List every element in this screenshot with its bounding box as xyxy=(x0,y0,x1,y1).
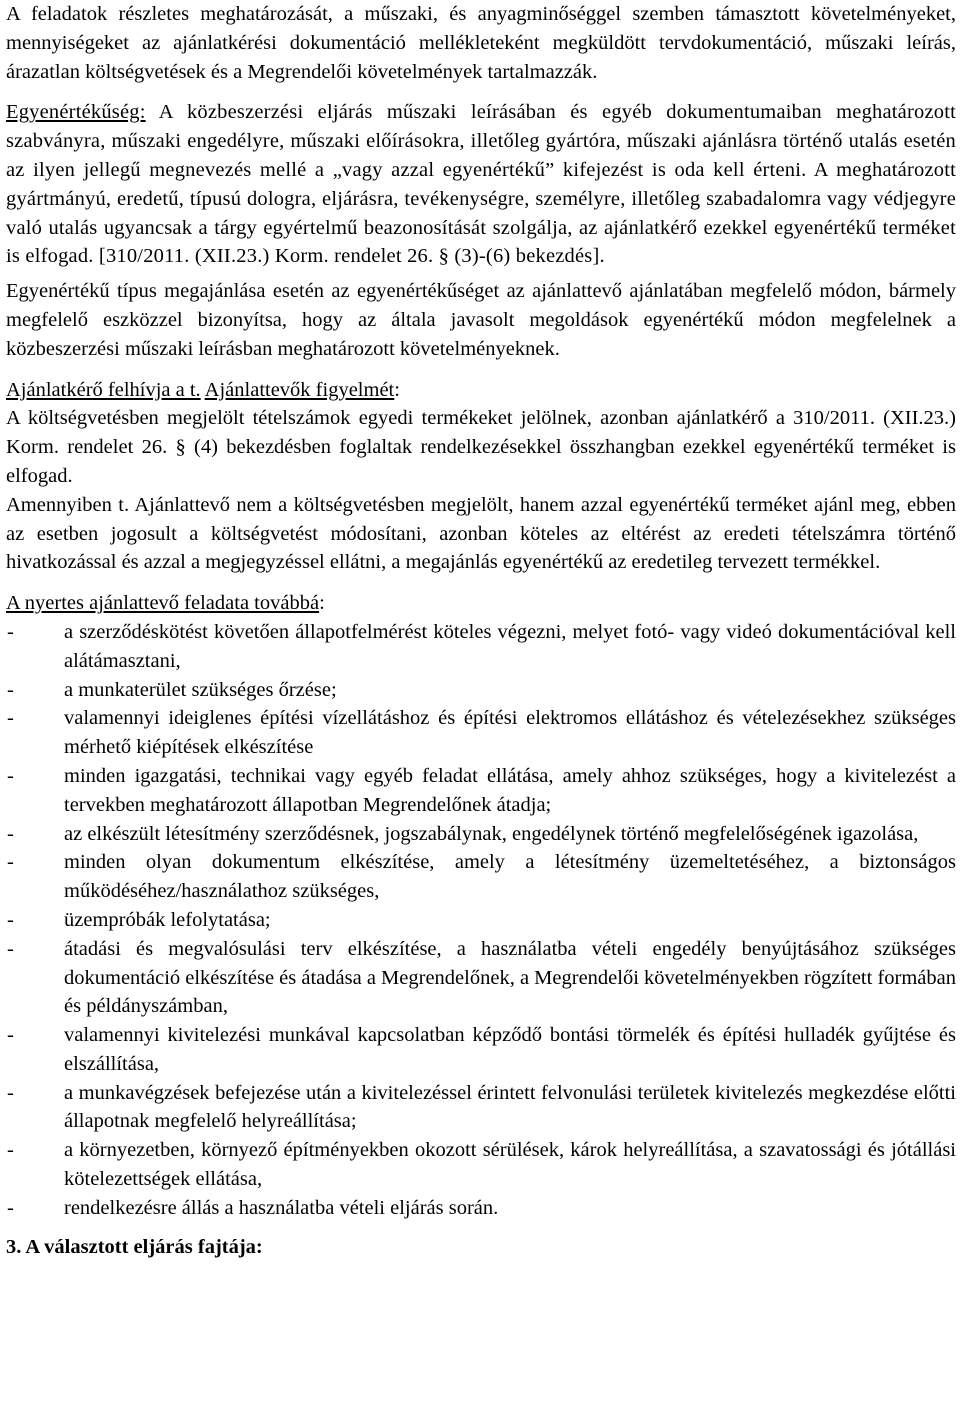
equivalent-type-paragraph: Egyenértékű típus megajánlása esetén az egyenértékűséget az ajánlattevő ajánlatában megfelelő módon, bármely megfelelő eszközzel bizonyítsa, hogy az általa javasolt megoldások egyenértékű módon megfelelnek a közbeszerzési műszaki leírásban meghatározott követelményeknek. xyxy=(6,280,956,360)
list-item-text: a környezetben, környező építményekben okozott sérülések, károk helyreállítása, a szavatossági és jótállási kötelezettségek ellátása, xyxy=(64,1139,956,1191)
list-item xyxy=(6,676,956,705)
attention-heading-part1: Ajánlatkérő felhívja a t. xyxy=(6,378,201,401)
list-item-text: a munkaterület szükséges őrzése; xyxy=(64,678,337,701)
list-item-text: a munkavégzések befejezése után a kivitelezéssel érintett felvonulási területek kivitelezés megkezdése előtti állapotnak megfelelő helyreállítása; xyxy=(64,1081,956,1133)
attention-heading xyxy=(6,376,956,405)
list-dash: - xyxy=(7,1139,14,1162)
list-item-text: a szerződéskötést követően állapotfelmérést köteles végezni, melyet fotó- vagy videó dokumentációval kell alátámasztani, xyxy=(64,620,956,672)
list-dash: - xyxy=(7,1024,14,1047)
list-dash: - xyxy=(7,707,14,730)
list-dash: - xyxy=(7,1196,14,1219)
list-item-text: minden olyan dokumentum elkészítése, amely a létesítmény üzemeltetéséhez, a biztonságos működéséhez/használathoz szükséges, xyxy=(64,851,956,903)
list-item-text: minden igazgatási, technikai vagy egyéb feladat ellátása, amely ahhoz szükséges, hogy a kivitelezést a tervekben meghatározott állapotban Megrendelőnek átadja; xyxy=(64,764,956,816)
winner-heading xyxy=(6,589,956,618)
list-dash: - xyxy=(7,937,14,960)
list-dash: - xyxy=(7,822,14,845)
list-item xyxy=(6,906,956,935)
list-item xyxy=(6,1136,956,1194)
list-dash: - xyxy=(7,764,14,787)
equivalence-term: Egyenértékűség: xyxy=(6,101,146,124)
attention-heading-part2: Ajánlattevők figyelmét xyxy=(204,378,395,401)
list-item xyxy=(6,1194,956,1223)
section-heading: 3. A választott eljárás fajtája: xyxy=(6,1235,263,1258)
list-item-text: rendelkezésre állás a használatba vételi eljárás során. xyxy=(64,1196,499,1219)
list-dash: - xyxy=(7,1081,14,1104)
equivalence-text: A közbeszerzési eljárás műszaki leírásában és egyéb dokumentumaiban meghatározott szabványra, műszaki engedélyre, műszaki előírásokra, illetőleg gyártóra, műszaki ajánlásra történő utalás esetén az ilyen jellegű megnevezés mellé a „vagy azzal egyenértékű” kifejezést is oda kell érteni. A meghatározott gyártmányú, eredetű, típusú dologra, eljárásra, tevékenységre, személyre, illetőleg szabadalomra vagy védjegyre való utalás ugyancsak a tárgy egyértelmű beazonosítását szolgálja, az ajánlatkérő ezekkel egyenértékű terméket is elfogad. [310/2011. (XII.23.) Korm. rendelet 26. § (3)-(6) bekezdés]. xyxy=(6,101,956,268)
list-item xyxy=(6,1021,956,1079)
list-dash: - xyxy=(7,851,14,874)
list-item xyxy=(6,820,956,849)
list-item-text: valamennyi ideiglenes építési vízellátáshoz és építési elektromos ellátáshoz és vételezésekhez szükséges mérhető kiépítések elkészítése xyxy=(64,707,956,759)
list-item xyxy=(6,704,956,762)
equivalence-paragraph xyxy=(6,98,956,271)
list-item-text: az elkészült létesítmény szerződésnek, jogszabálynak, engedélynek történő megfelelőségének igazolása, xyxy=(64,822,919,845)
attention-text-1: A költségvetésben megjelölt tételszámok egyedi termékeket jelölnek, azonban ajánlatkérő a 310/2011. (XII.23.) Korm. rendelet 26. § (4) bekezdésben foglaltak rendelkezésekkel összhangban ezekkel egyenértékű terméket is elfogad. xyxy=(6,407,956,487)
list-item xyxy=(6,618,956,676)
document-page xyxy=(6,0,956,1261)
list-item-text: átadási és megvalósulási terv elkészítése, a használatba vételi engedély benyújtásához szükséges dokumentáció elkészítése és átadása a Megrendelőnek, a Megrendelői követelményekben rögzített formában és példányszámban, xyxy=(64,937,956,1018)
list-item xyxy=(6,848,956,906)
list-item-text: üzempróbák lefolytatása; xyxy=(64,908,271,931)
attention-text-2: Amennyiben t. Ajánlattevő nem a költségvetésben megjelölt, hanem azzal egyenértékű terméket ajánl meg, ebben az esetben jogosult a költségvetést módosítani, azonban köteles az eltérést az eredeti tételszámra történő hivatkozással és azzal a megjegyzéssel ellátni, a megajánlás egyenértékű az eredetileg tervezett termékkel. xyxy=(6,493,956,574)
list-dash: - xyxy=(7,678,14,701)
list-dash: - xyxy=(7,620,14,643)
list-dash: - xyxy=(7,908,14,931)
list-item xyxy=(6,935,956,1021)
winner-heading-colon: : xyxy=(319,592,325,615)
attention-heading-colon: : xyxy=(394,378,400,401)
intro-paragraph: A feladatok részletes meghatározását, a műszaki, és anyagminőséggel szemben támasztott követelményeket, mennyiségeket az ajánlatkérési dokumentáció mellékleteként megküldött tervdokumentáció, műszaki leírás, árazatlan költségvetések és a Megrendelői követelmények tartalmazzák. xyxy=(6,3,956,83)
winner-heading-text: A nyertes ajánlattevő feladata továbbá xyxy=(6,592,320,615)
list-item-text: valamennyi kivitelezési munkával kapcsolatban képződő bontási törmelék és építési hulladék gyűjtése és elszállítása, xyxy=(64,1024,956,1075)
list-item xyxy=(6,1079,956,1137)
list-item xyxy=(6,762,956,820)
winner-task-list xyxy=(6,618,956,1223)
